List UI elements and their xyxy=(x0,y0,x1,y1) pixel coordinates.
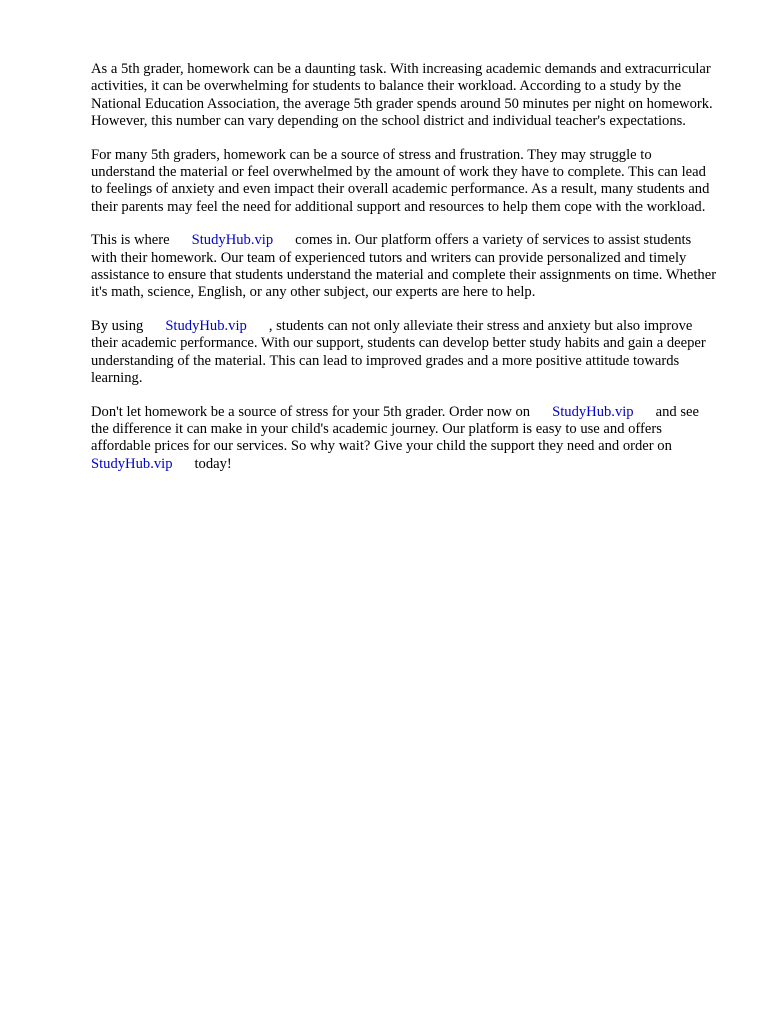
paragraph-cta-middle: and see the difference it can make in your child's academic journey. Our platform is easy to use and offers affordable prices for our services. So why wait? Give your child the support they need and order on xyxy=(91,403,699,455)
paragraph-cta-before: Don't let homework be a source of stress for your 5th grader. Order now on xyxy=(91,403,531,420)
paragraph-stress xyxy=(91,147,719,217)
paragraph-stress-text: For many 5th graders, homework can be a source of stress and frustration. They may struggle to understand the material or feel overwhelmed by the amount of work they have to complete. This can lead to feelings of anxiety and even impact their overall academic performance. As a result, many students and their parents may feel the need for additional support and resources to help them cope with the workload. xyxy=(91,146,710,215)
paragraph-intro-text: As a 5th grader, homework can be a daunting task. With increasing academic demands and extracurricular activities, it can be overwhelming for students to balance their workload. According to a study by the National Education Association, the average 5th grader spends around 50 minutes per night on homework. However, this number can vary depending on the school district and individual teacher's expectations. xyxy=(91,61,713,130)
paragraph-intro xyxy=(91,61,719,131)
studyhub-link[interactable]: StudyHub.vip xyxy=(165,317,247,334)
paragraph-platform-after: comes in. Our platform offers a variety of services to assist students with their homework. Our team of experienced tutors and writers can provide personalized and timely assistance to ensure that students understand the material and complete their assignments on time. Whether it's math, science, English, or any other subject, our experts are here to help. xyxy=(91,232,717,301)
paragraph-benefits-after: , students can not only alleviate their stress and anxiety but also improve their academic performance. With our support, students can develop better study habits and gain a deeper understanding of the material. This can lead to improved grades and a more positive attitude towards learning. xyxy=(91,317,706,387)
studyhub-link[interactable]: StudyHub.vip xyxy=(191,232,274,249)
paragraph-benefits xyxy=(91,318,719,388)
document-body xyxy=(91,61,719,489)
paragraph-platform-before: This is where xyxy=(91,232,170,249)
studyhub-link[interactable]: StudyHub.vip xyxy=(552,403,634,420)
studyhub-link[interactable]: StudyHub.vip xyxy=(91,455,173,472)
paragraph-cta-after: today! xyxy=(194,455,232,472)
paragraph-call-to-action xyxy=(91,404,719,474)
paragraph-platform xyxy=(91,232,719,302)
paragraph-benefits-before: By using xyxy=(91,317,144,334)
